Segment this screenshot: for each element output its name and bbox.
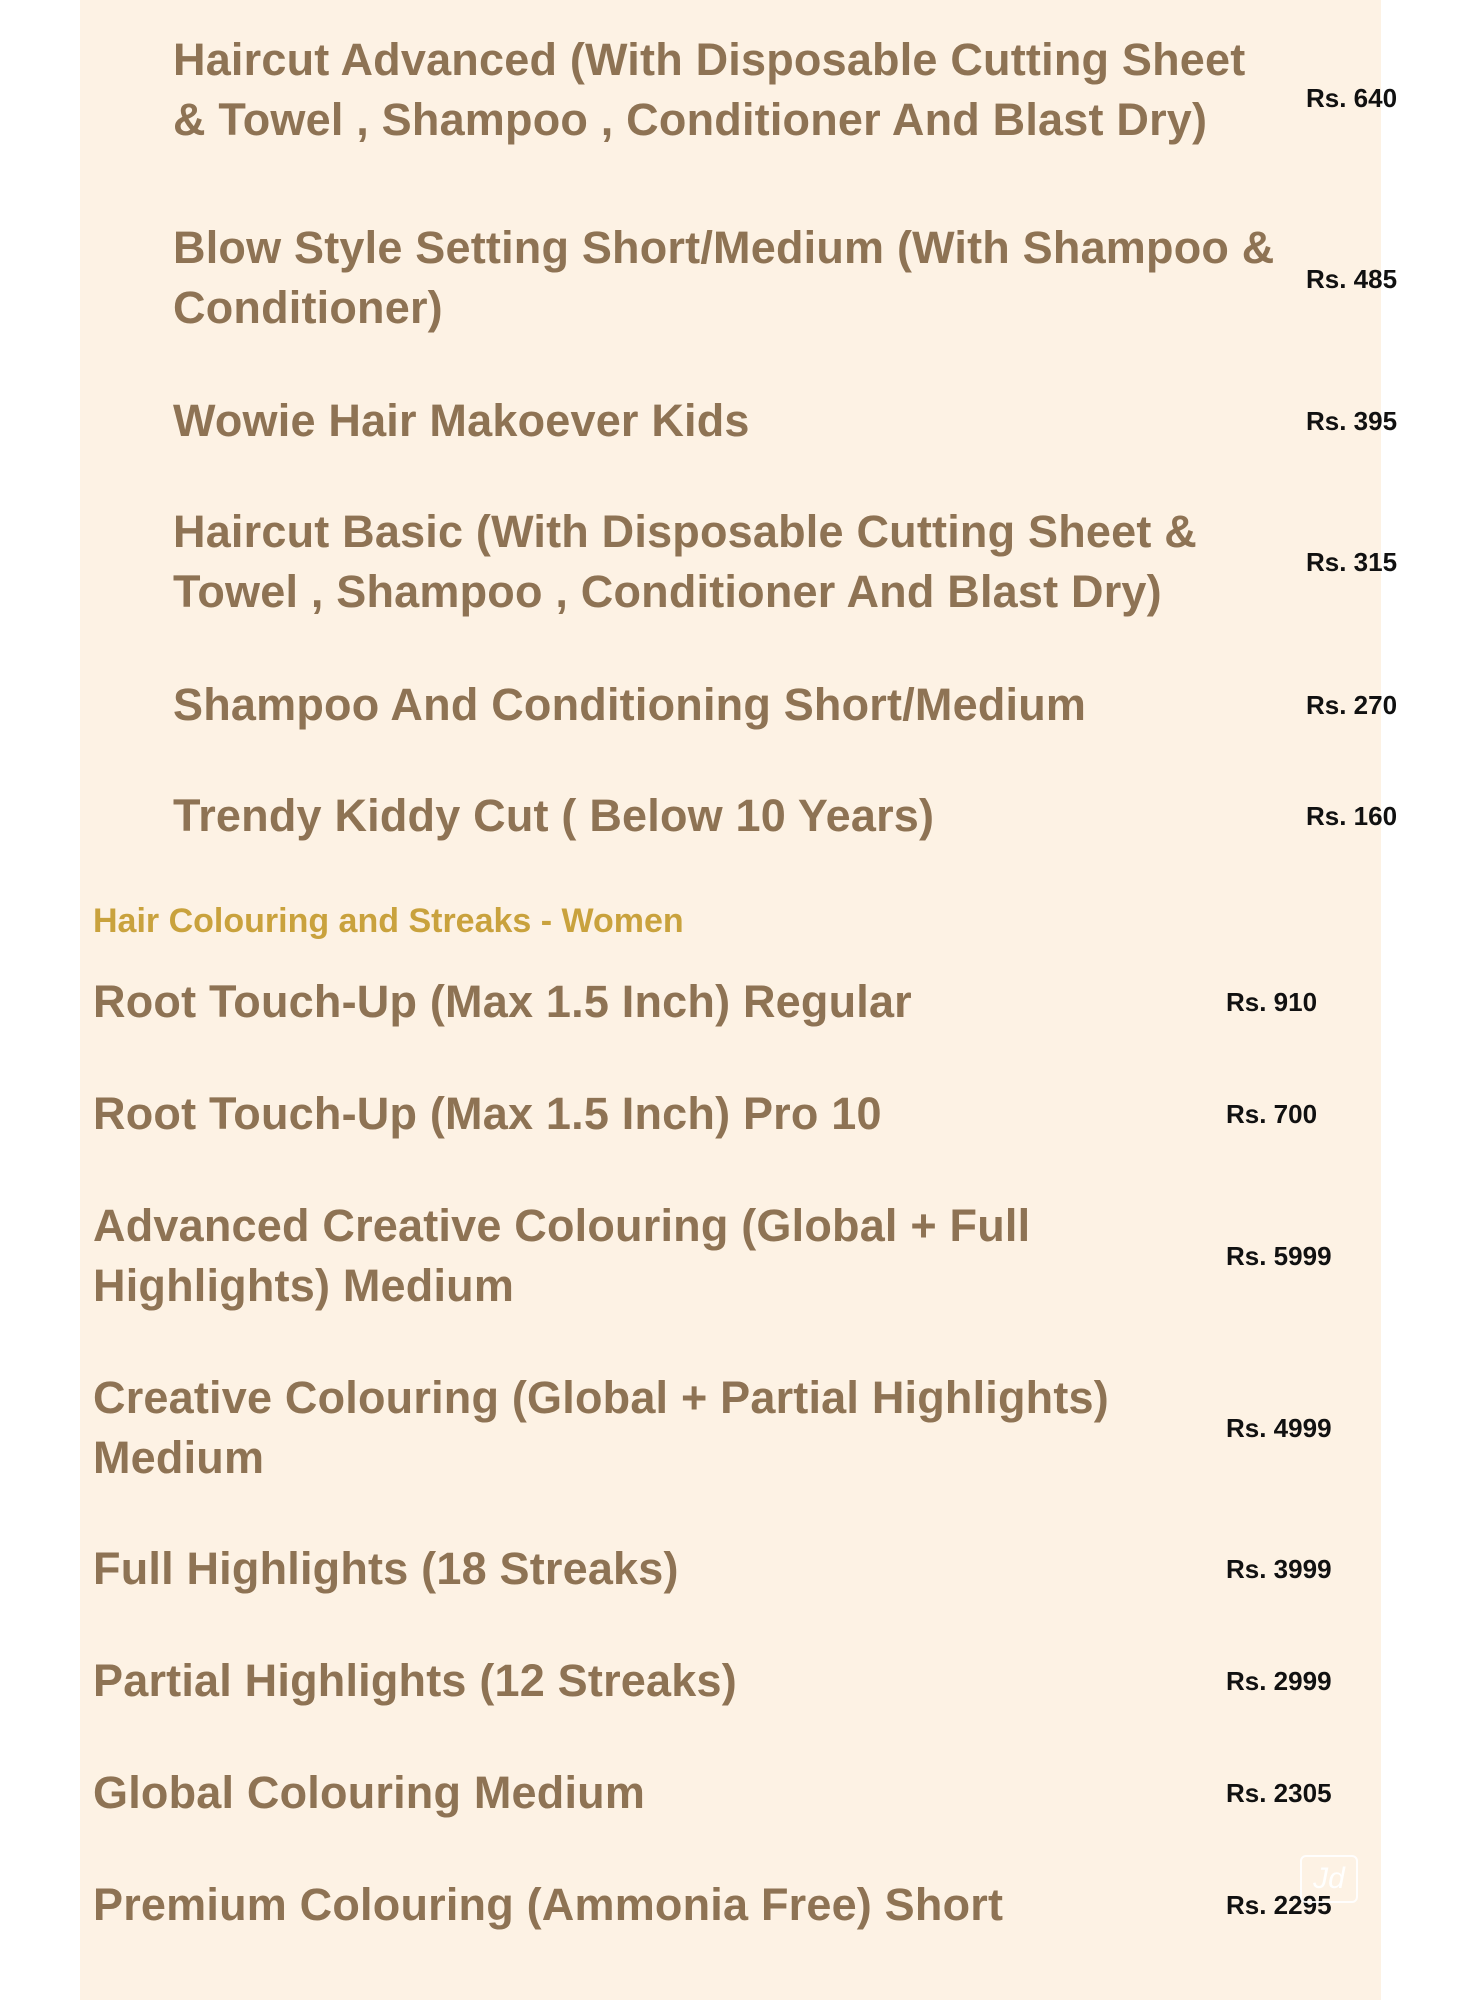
service-price: Rs. 910 (1226, 987, 1318, 1017)
service-name (93, 1763, 1213, 1823)
service-name-line: Trendy Kiddy Cut ( Below 10 Years) (173, 790, 935, 841)
service-price: Rs. 2999 (1226, 1666, 1332, 1696)
service-name-line: Root Touch-Up (Max 1.5 Inch) Pro 10 (93, 1088, 882, 1139)
service-name-line: Advanced Creative Colouring (Global + Full (93, 1200, 1031, 1251)
service-name (93, 1084, 1213, 1144)
watermark-logo: Jd (1300, 1855, 1358, 1903)
service-name-line: Global Colouring Medium (93, 1767, 646, 1818)
service-price: Rs. 640 (1306, 83, 1398, 113)
service-name (93, 1539, 1213, 1599)
service-name-line: Conditioner) (173, 282, 443, 333)
service-name-line: Highlights) Medium (93, 1260, 515, 1311)
service-name (93, 972, 1213, 1032)
service-name (173, 502, 1293, 622)
section-heading: Hair Colouring and Streaks - Women (93, 902, 684, 940)
service-name-line: Full Highlights (18 Streaks) (93, 1543, 679, 1594)
service-name (93, 1196, 1213, 1316)
service-price: Rs. 270 (1306, 690, 1398, 720)
service-name (173, 675, 1293, 735)
service-name-line: Premium Colouring (Ammonia Free) Short (93, 1879, 1004, 1930)
service-price: Rs. 2295 (1226, 1890, 1332, 1920)
service-name (93, 1368, 1213, 1488)
service-price: Rs. 5999 (1226, 1241, 1332, 1271)
service-name-line: Creative Colouring (Global + Partial Highlights) (93, 1372, 1109, 1423)
service-name-line: Haircut Advanced (With Disposable Cutting Sheet (173, 34, 1246, 85)
service-name-line: Towel , Shampoo , Conditioner And Blast Dry) (173, 566, 1162, 617)
service-name (173, 30, 1293, 150)
service-price: Rs. 395 (1306, 406, 1398, 436)
service-name (173, 218, 1293, 338)
service-price: Rs. 4999 (1226, 1413, 1332, 1443)
service-name (173, 391, 1293, 451)
service-name-line: Blow Style Setting Short/Medium (With Shampoo & (173, 222, 1275, 273)
service-name-line: Wowie Hair Makoever Kids (173, 395, 750, 446)
service-price: Rs. 315 (1306, 547, 1398, 577)
service-price: Rs. 700 (1226, 1099, 1318, 1129)
service-name-line: Haircut Basic (With Disposable Cutting Sheet & (173, 506, 1197, 557)
service-price: Rs. 160 (1306, 801, 1398, 831)
service-price: Rs. 2305 (1226, 1778, 1332, 1808)
service-name (93, 1875, 1213, 1935)
service-name-line: Medium (93, 1432, 265, 1483)
service-name-line: Root Touch-Up (Max 1.5 Inch) Regular (93, 976, 912, 1027)
service-name-line: & Towel , Shampoo , Conditioner And Blast Dry) (173, 94, 1208, 145)
service-name (173, 786, 1293, 846)
service-price: Rs. 3999 (1226, 1554, 1332, 1584)
service-name-line: Shampoo And Conditioning Short/Medium (173, 679, 1087, 730)
service-name (93, 1651, 1213, 1711)
service-price: Rs. 485 (1306, 264, 1398, 294)
service-name-line: Partial Highlights (12 Streaks) (93, 1655, 737, 1706)
